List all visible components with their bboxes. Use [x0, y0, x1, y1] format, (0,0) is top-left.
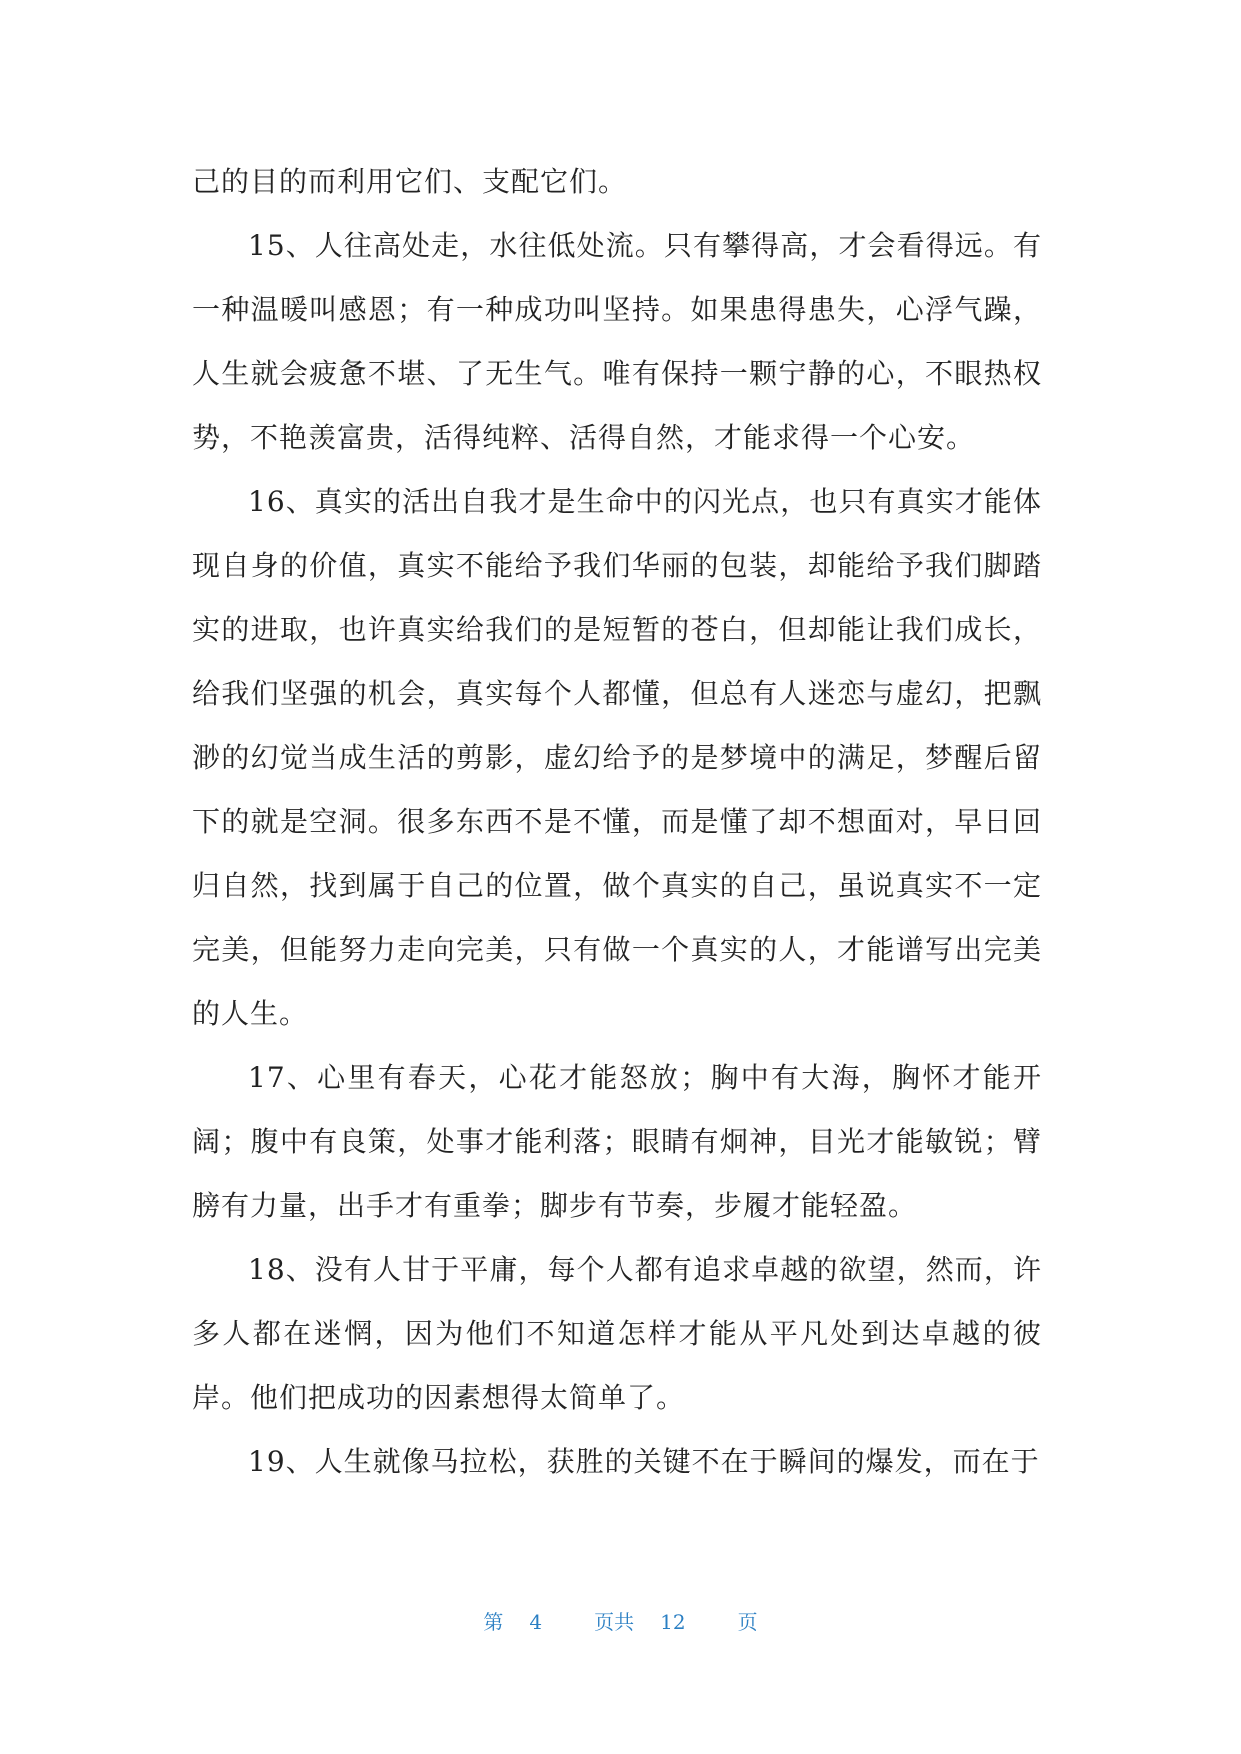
paragraph-15: 15、人往高处走，水往低处流。只有攀得高，才会看得远。有一种温暖叫感恩；有一种成功叫坚持。如果患得患失，心浮气躁，人生就会疲惫不堪、了无生气。唯有保持一颗宁静的心，不眼热权势，不艳羡富贵，活得纯粹、活得自然，才能求得一个心安。 [192, 229, 1042, 454]
paragraph-18: 18、没有人甘于平庸，每个人都有追求卓越的欲望，然而，许多人都在迷惘，因为他们不知道怎样才能从平凡处到达卓越的彼岸。他们把成功的因素想得太简单了。 [192, 1253, 1042, 1414]
document-body [192, 150, 1042, 1494]
footer-middle: 页共 [594, 1610, 635, 1634]
paragraph-16: 16、真实的活出自我才是生命中的闪光点，也只有真实才能体现自身的价值，真实不能给予我们华丽的包装，却能给予我们脚踏实的进取，也许真实给我们的是短暂的苍白，但却能让我们成长，给我们坚强的机会，真实每个人都懂，但总有人迷恋与虚幻，把飘渺的幻觉当成生活的剪影，虚幻给予的是梦境中的满足，梦醒后留下的就是空洞。很多东西不是不懂，而是懂了却不想面对，早日回归自然，找到属于自己的位置，做个真实的自己，虽说真实不一定完美，但能努力走向完美，只有做一个真实的人，才能谱写出完美的人生。 [192, 485, 1042, 1030]
page-footer [0, 1606, 1241, 1635]
footer-suffix: 页 [737, 1610, 758, 1634]
footer-prefix: 第 [483, 1610, 504, 1634]
paragraph-17: 17、心里有春天，心花才能怒放；胸中有大海，胸怀才能开阔；腹中有良策，处事才能利落；眼睛有炯神，目光才能敏锐；臂膀有力量，出手才有重拳；脚步有节奏，步履才能轻盈。 [192, 1061, 1042, 1222]
paragraph-continuation: 己的目的而利用它们、支配它们。 [192, 165, 628, 198]
total-pages-number: 12 [660, 1610, 686, 1634]
current-page-number: 4 [529, 1610, 543, 1634]
paragraph-19: 19、人生就像马拉松，获胜的关键不在于瞬间的爆发，而在于 [248, 1445, 1040, 1478]
